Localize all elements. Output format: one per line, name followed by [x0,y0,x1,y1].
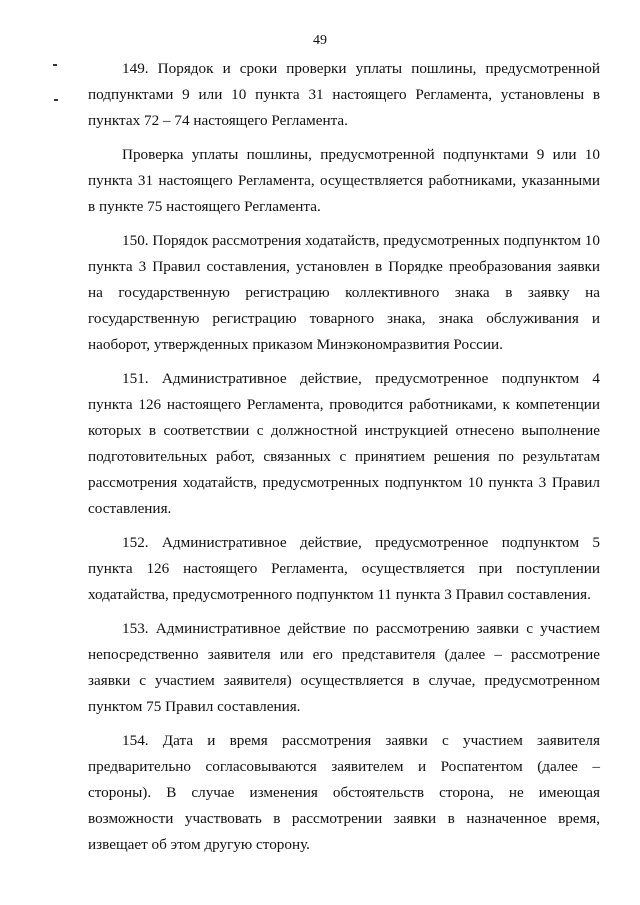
paragraph-149-payment-check: Проверка уплаты пошлины, предусмотренной подпунктами 9 или 10 пункта 31 настоящего Регламента, осуществляется работниками, указанными в пункте 75 настоящего Регламента. [88,146,600,215]
scan-mark [53,64,57,66]
paragraph-149: 149. Порядок и сроки проверки уплаты пошлины, предусмотренной подпунктами 9 или 10 пункта 31 настоящего Регламента, установлены в пунктах 72 – 74 настоящего Регламента. [88,60,600,129]
paragraph-150: 150. Порядок рассмотрения ходатайств, предусмотренных подпунктом 10 пункта 3 Правил составления, установлен в Порядке преобразования заявки на государственную регистрацию коллективного знака в заявку на государственную регистрацию товарного знака, знака обслуживания и наоборот, утвержденных приказом Минэкономразвития России. [88,232,600,353]
paragraph-151: 151. Административное действие, предусмотренное подпунктом 4 пункта 126 настоящего Регламента, проводится работниками, к компетенции которых в соответствии с должностной инструкцией отнесено выполнение подготовительных работ, связанных с принятием решения по результатам рассмотрения ходатайств, предусмотренных подпунктом 10 пункта 3 Правил составления. [88,370,600,517]
paragraph-154: 154. Дата и время рассмотрения заявки с участием заявителя предварительно согласовываются заявителем и Роспатентом (далее – стороны). В случае изменения обстоятельств сторона, не имеющая возможности участвовать в рассмотрении заявки в назначенное время, извещает об этом другую сторону. [88,732,600,853]
document-body [88,56,600,858]
scan-mark [54,99,58,101]
paragraph-152: 152. Административное действие, предусмотренное подпунктом 5 пункта 126 настоящего Регламента, осуществляется при поступлении ходатайства, предусмотренного подпунктом 11 пункта 3 Правил составления. [88,534,600,603]
page-number: 49 [313,33,327,48]
paragraph-153: 153. Административное действие по рассмотрению заявки с участием непосредственно заявителя или его представителя (далее – рассмотрение заявки с участием заявителя) осуществляется в случае, предусмотренном пунктом 75 Правил составления. [88,620,600,715]
